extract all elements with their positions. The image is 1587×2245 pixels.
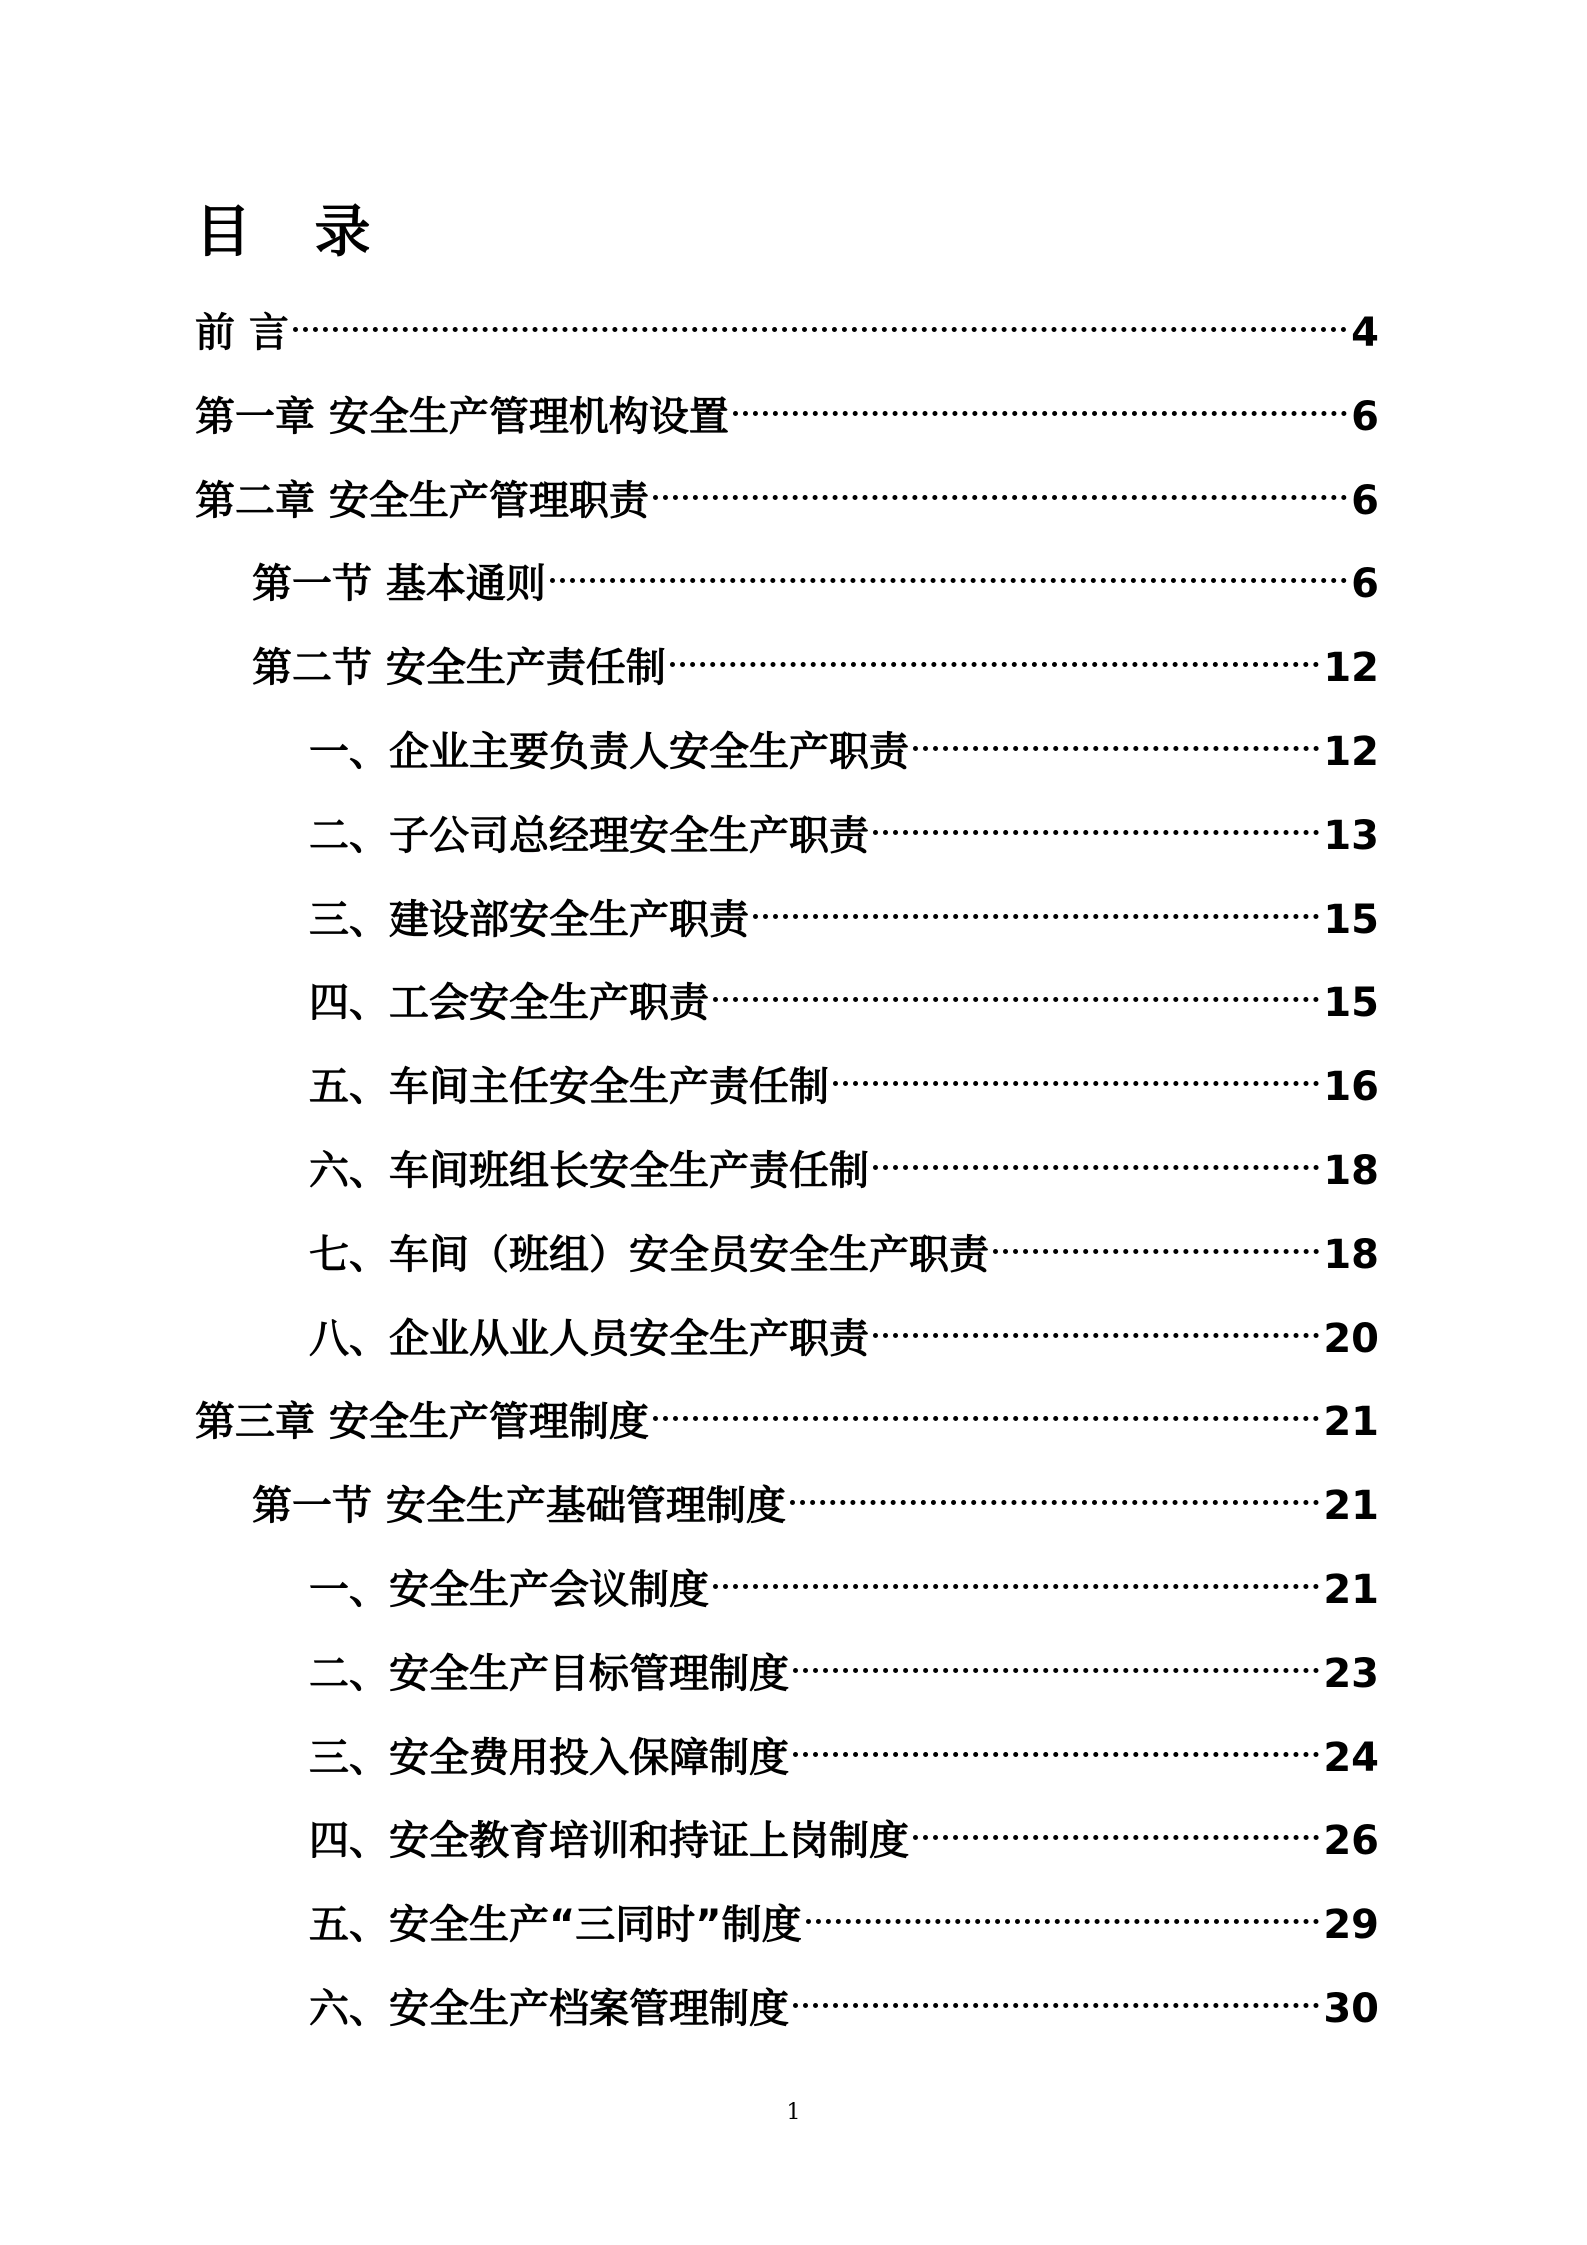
toc-dot-leader	[793, 1627, 1319, 1687]
toc-dot-leader	[873, 789, 1319, 849]
toc-entry-label: 第一节 基本通则	[252, 561, 546, 608]
toc-entry-page: 21	[1323, 1483, 1379, 1530]
toc-entry[interactable]	[309, 1711, 1379, 1781]
toc-dot-leader	[793, 1711, 1319, 1771]
toc-dot-leader	[713, 1543, 1319, 1603]
toc-entry-label: 第一节 安全生产基础管理制度	[252, 1483, 786, 1530]
toc-entry[interactable]	[309, 873, 1379, 943]
toc-entry[interactable]	[195, 370, 1379, 440]
toc-dot-leader	[913, 1794, 1319, 1854]
toc-entry-label: 一、企业主要负责人安全生产职责	[309, 729, 909, 775]
toc-entry-label: 前 言	[195, 310, 289, 356]
toc-dot-leader	[993, 1208, 1319, 1268]
toc-entry[interactable]	[252, 1459, 1379, 1530]
toc-entry[interactable]	[309, 956, 1379, 1027]
toc-dot-leader	[873, 1124, 1319, 1184]
toc-entry-label: 四、安全教育培训和持证上岗制度	[309, 1818, 909, 1865]
toc-entry[interactable]	[309, 1040, 1379, 1111]
toc-entry-page: 30	[1323, 1986, 1379, 2032]
toc-entry-page: 26	[1323, 1818, 1379, 1865]
toc-dot-leader	[833, 1040, 1319, 1100]
toc-dot-leader	[913, 705, 1319, 765]
toc-entry-label: 六、车间班组长安全生产责任制	[309, 1148, 869, 1194]
toc-entry-page: 29	[1323, 1902, 1379, 1949]
toc-entry-page: 18	[1323, 1148, 1379, 1194]
toc-entry-label: 五、车间主任安全生产责任制	[309, 1064, 829, 1111]
toc-entry[interactable]	[309, 1878, 1379, 1949]
toc-dot-leader	[793, 1962, 1319, 2022]
toc-entry-label: 四、工会安全生产职责	[309, 980, 709, 1027]
toc-entry-label: 三、建设部安全生产职责	[309, 896, 749, 943]
toc-entry-label: 第一章 安全生产管理机构设置	[195, 393, 729, 440]
page-number: 1	[786, 2100, 801, 2125]
toc-entry-label: 第三章 安全生产管理制度	[195, 1399, 649, 1446]
toc-entry-label: 二、子公司总经理安全生产职责	[309, 812, 869, 859]
toc-entry-label: 八、企业从业人员安全生产职责	[309, 1315, 869, 1362]
toc-entry[interactable]	[195, 1375, 1379, 1446]
toc-dot-leader	[806, 1878, 1320, 1938]
toc-dot-leader	[790, 1459, 1319, 1519]
toc-dot-leader	[293, 286, 1347, 346]
toc-entry-page: 15	[1323, 896, 1379, 943]
toc-entry-label: 七、车间（班组）安全员安全生产职责	[309, 1231, 989, 1278]
toc-dot-leader	[653, 1375, 1319, 1435]
toc-entry[interactable]	[252, 537, 1379, 608]
toc-dot-leader	[653, 454, 1347, 514]
toc-entry-page: 6	[1351, 477, 1379, 524]
toc-entry-label: 三、安全费用投入保障制度	[309, 1734, 789, 1781]
toc-entry[interactable]	[252, 621, 1379, 692]
toc-entry-label: 五、安全生产“三同时”制度	[309, 1902, 802, 1949]
toc-entry-page: 16	[1323, 1064, 1379, 1111]
toc-entry-page: 12	[1323, 729, 1379, 775]
toc-entry-page: 20	[1323, 1315, 1379, 1362]
toc-entry-label: 二、安全生产目标管理制度	[309, 1650, 789, 1697]
toc-entry-page: 4	[1351, 310, 1379, 356]
toc-entry[interactable]	[309, 1794, 1379, 1865]
toc-dot-leader	[733, 370, 1347, 430]
toc-entry[interactable]	[309, 1962, 1379, 2032]
toc-entry-label: 六、安全生产档案管理制度	[309, 1986, 789, 2032]
toc-entry-page: 6	[1351, 393, 1379, 440]
toc-entry-page: 12	[1323, 645, 1379, 692]
toc-entry-page: 13	[1323, 812, 1379, 859]
toc-entry-page: 24	[1323, 1734, 1379, 1781]
toc-entry-label: 一、安全生产会议制度	[309, 1567, 709, 1613]
toc-entry-label: 第二章 安全生产管理职责	[195, 477, 649, 524]
toc-entry[interactable]	[309, 1292, 1379, 1362]
toc-entry-page: 18	[1323, 1231, 1379, 1278]
toc-entry[interactable]	[195, 454, 1379, 524]
toc-entry-label: 第二节 安全生产责任制	[252, 645, 666, 692]
toc-entry-page: 21	[1323, 1567, 1379, 1613]
toc-title: 目 录	[195, 200, 393, 265]
toc-entry[interactable]	[309, 789, 1379, 859]
toc-entry-page: 23	[1323, 1650, 1379, 1697]
toc-entry[interactable]	[309, 705, 1379, 775]
toc-entry[interactable]	[309, 1543, 1379, 1613]
toc-entry[interactable]	[309, 1124, 1379, 1194]
toc-entry[interactable]	[195, 286, 1379, 356]
toc-entry-page: 15	[1323, 980, 1379, 1027]
toc-dot-leader	[873, 1292, 1319, 1352]
toc-entry-page: 21	[1323, 1399, 1379, 1446]
toc-dot-leader	[670, 621, 1319, 681]
toc-dot-leader	[753, 873, 1319, 933]
toc-entry[interactable]	[309, 1208, 1379, 1278]
toc-entry[interactable]	[309, 1627, 1379, 1697]
toc-dot-leader	[550, 537, 1347, 597]
toc-entry-page: 6	[1351, 561, 1379, 608]
toc-dot-leader	[713, 956, 1319, 1016]
